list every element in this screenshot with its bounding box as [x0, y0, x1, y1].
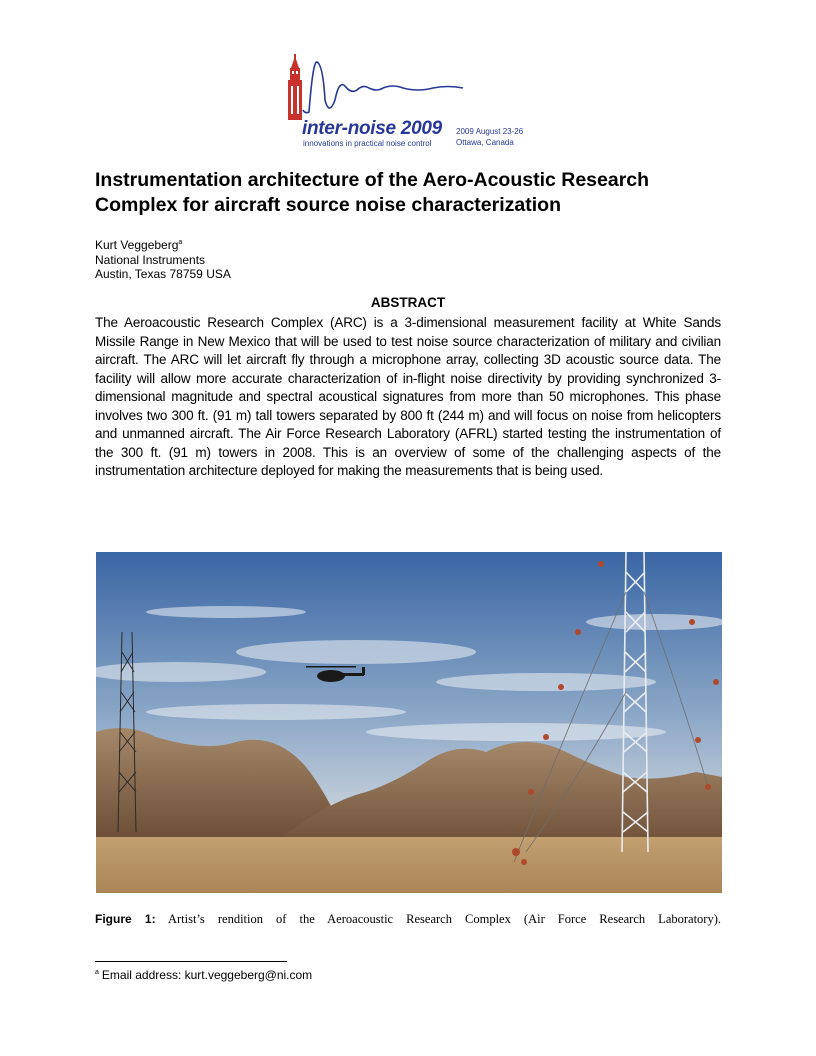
author-marker: a	[178, 239, 183, 246]
footnote-rule	[95, 961, 287, 962]
sound-wave-icon	[303, 62, 463, 113]
conference-date-block	[456, 126, 523, 148]
figure-illustration	[96, 552, 722, 893]
conference-location: Ottawa, Canada	[456, 138, 514, 147]
figure-caption-text: Artist’s rendition of the Aeroacoustic Research Complex (Air Force Research Laboratory).	[167, 912, 721, 926]
conference-date: 2009 August 23-26	[456, 127, 524, 136]
author-name-line	[95, 236, 231, 253]
footnote	[95, 968, 312, 982]
conference-name: inter-noise 2009	[302, 118, 442, 139]
figure-label: Figure 1:	[95, 912, 156, 926]
tower-icon	[288, 54, 302, 120]
conference-logo	[283, 40, 543, 152]
desert-ground	[96, 837, 722, 893]
author-name: Kurt Veggeberg	[95, 238, 179, 252]
author-block	[95, 236, 231, 282]
footnote-text: Email address: kurt.veggeberg@ni.com	[101, 968, 313, 982]
figure-caption	[95, 912, 721, 927]
abstract-text: The Aeroacoustic Research Complex (ARC) is a 3-dimensional measurement facility at White Sands Missile Range in New Mexico that will be used to test noise source characterization of military and civilian aircraft. The ARC will let aircraft fly through a microphone array, collecting 3D acoustic source data. The facility will allow more accurate characterization of in-flight noise directivity by providing synchronized 3-dimensional magnitude and spectral acoustical signatures from more than 50 microphones. This phase involves two 300 ft. (91 m) tall towers separated by 800 ft (244 m) and will focus on noise from helicopters and unmanned aircraft. The Air Force Research Laboratory (AFRL) started testing the instrumentation of the 300 ft. (91 m) towers in 2008. This is an overview of some of the challenging aspects of the instrumentation architecture deployed for making the measurements that is being used.	[95, 315, 721, 478]
abstract-heading: ABSTRACT	[370, 295, 446, 310]
conference-tagline: innovations in practical noise control	[303, 139, 432, 148]
conference-logo-graphic	[283, 40, 543, 120]
paper-title: Instrumentation architecture of the Aero-Acoustic Research Complex for aircraft source noise characterization	[95, 169, 650, 216]
author-affiliation: National Instruments	[95, 252, 206, 267]
figure-1-image	[96, 552, 722, 893]
author-address: Austin, Texas 78759 USA	[95, 267, 231, 281]
footnote-marker: a	[95, 969, 99, 976]
